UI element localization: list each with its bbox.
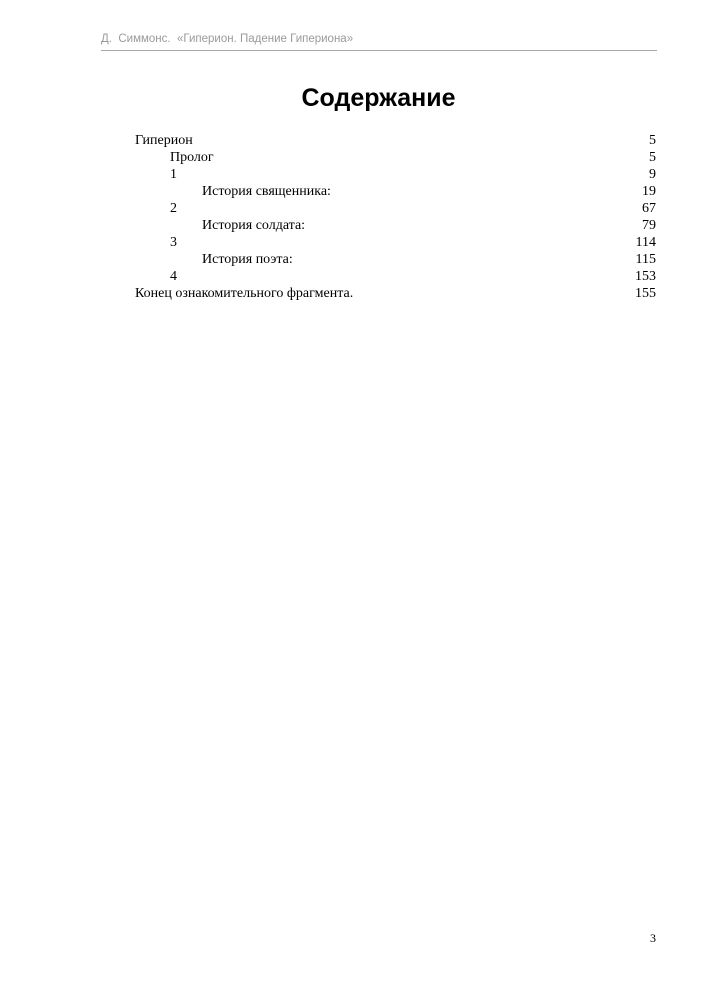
toc-entry[interactable] <box>135 285 656 302</box>
toc-entry-page: 5 <box>649 133 656 148</box>
toc-entry-page: 114 <box>635 235 656 250</box>
toc-entry-page: 19 <box>642 184 656 199</box>
toc-entry-label: Конец ознакомительного фрагмента. <box>135 286 354 301</box>
toc-entry-label: История поэта: <box>202 252 293 267</box>
toc-entry-page: 5 <box>649 150 656 165</box>
toc-entry[interactable] <box>135 251 656 268</box>
toc-entry-label: История солдата: <box>202 218 306 233</box>
toc-entry[interactable] <box>135 183 656 200</box>
toc-entry[interactable] <box>135 268 656 285</box>
toc-heading: Содержание <box>301 84 456 112</box>
toc-entry[interactable] <box>135 132 656 149</box>
toc-entry-label: 3 <box>170 235 177 250</box>
toc-entry-label: Пролог <box>170 150 214 165</box>
toc-entry-label: 4 <box>170 269 177 284</box>
toc-entry[interactable] <box>135 166 656 183</box>
toc-entry[interactable] <box>135 217 656 234</box>
toc-entry-label: 1 <box>170 167 177 182</box>
page-number: 3 <box>650 931 656 945</box>
toc-entry[interactable] <box>135 234 656 251</box>
toc-entry[interactable] <box>135 200 656 217</box>
toc-entry[interactable] <box>135 149 656 166</box>
toc-entry-label: История священника: <box>202 184 331 199</box>
toc-entry-page: 9 <box>649 167 656 182</box>
toc-entry-page: 79 <box>642 218 656 233</box>
toc-entry-page: 153 <box>635 269 656 284</box>
toc-entry-page: 115 <box>635 252 656 267</box>
toc-entry-label: 2 <box>170 201 177 216</box>
table-of-contents <box>135 132 656 302</box>
toc-entry-label: Гиперион <box>135 133 193 148</box>
toc-entry-page: 67 <box>642 201 656 216</box>
header-divider <box>101 50 657 51</box>
toc-entry-page: 155 <box>635 286 656 301</box>
running-header: Д. Симмонс. «Гиперион. Падение Гипериона» <box>101 33 354 45</box>
